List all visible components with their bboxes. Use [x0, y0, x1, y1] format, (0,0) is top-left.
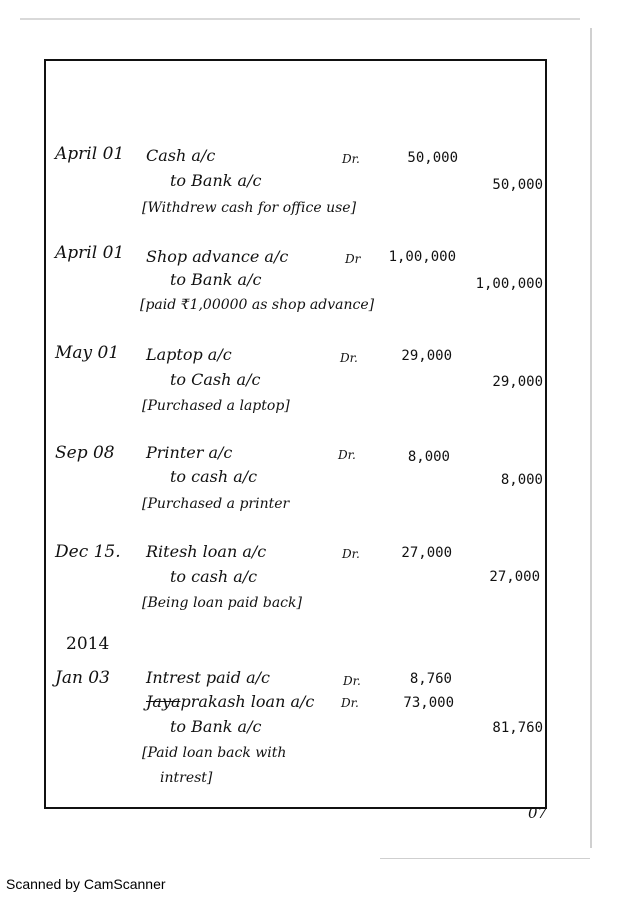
- debit-amount: 27,000: [401, 545, 452, 561]
- dr-mark: Dr.: [341, 696, 359, 710]
- debit-amount: 8,000: [407, 449, 450, 465]
- debit-account: Laptop a/c: [146, 345, 232, 364]
- debit-amount: 29,000: [401, 348, 452, 364]
- dr-mark: Dr.: [340, 351, 358, 365]
- narration: intrest]: [160, 770, 213, 786]
- credit-amount: 81,760: [492, 720, 543, 736]
- entry-date: April 01: [55, 243, 125, 263]
- credit-account: to cash a/c: [170, 567, 258, 586]
- narration: [Withdrew cash for office use]: [142, 200, 357, 216]
- credit-amount: 29,000: [492, 374, 543, 390]
- entry-date: Sep 08: [55, 443, 115, 463]
- debit-amount: 50,000: [407, 150, 458, 166]
- year-heading: 2014: [66, 634, 110, 654]
- scanner-credit: Scanned by CamScanner: [6, 876, 166, 892]
- debit-amount: 8,760: [409, 671, 452, 687]
- credit-account: to Bank a/c: [170, 171, 262, 190]
- narration: [Purchased a laptop]: [142, 398, 290, 414]
- entry-date: May 01: [55, 343, 120, 363]
- page-edge-bottom: [380, 858, 590, 859]
- debit-amount: 73,000: [403, 695, 454, 711]
- debit-amount: 1,00,000: [388, 249, 456, 265]
- credit-account: to Bank a/c: [170, 270, 262, 289]
- credit-account: to Bank a/c: [170, 717, 262, 736]
- narration: [Being loan paid back]: [142, 595, 302, 611]
- dr-mark: Dr: [345, 252, 361, 266]
- page-number: 07: [528, 804, 548, 822]
- debit-account: [146, 694, 314, 710]
- credit-account: to Cash a/c: [170, 370, 261, 389]
- credit-amount: 50,000: [492, 177, 543, 193]
- debit-account: Intrest paid a/c: [146, 668, 271, 687]
- dr-mark: Dr.: [343, 674, 361, 688]
- debit-account: Cash a/c: [146, 146, 216, 165]
- entry-date: Jan 03: [55, 668, 110, 688]
- credit-amount: 1,00,000: [475, 276, 543, 292]
- page-edge-right: [590, 28, 592, 848]
- credit-account: to cash a/c: [170, 467, 258, 486]
- debit-account: Shop advance a/c: [146, 247, 289, 266]
- dr-mark: Dr.: [342, 547, 360, 561]
- entry-date: April 01: [55, 144, 125, 164]
- debit-account-text: prakash loan a/c: [180, 692, 315, 711]
- narration: [Purchased a printer: [142, 496, 290, 512]
- debit-account: Printer a/c: [146, 443, 233, 462]
- dr-mark: Dr.: [338, 448, 356, 462]
- credit-amount: 8,000: [500, 472, 543, 488]
- debit-account: Ritesh loan a/c: [146, 542, 267, 561]
- struck-text: Jaya: [146, 692, 181, 711]
- narration: [Paid loan back with: [142, 745, 287, 761]
- page-edge-top: [20, 18, 580, 20]
- narration: [paid ₹1,00000 as shop advance]: [140, 297, 375, 313]
- dr-mark: Dr.: [342, 152, 360, 166]
- credit-amount: 27,000: [489, 569, 540, 585]
- entry-date: Dec 15.: [55, 542, 121, 562]
